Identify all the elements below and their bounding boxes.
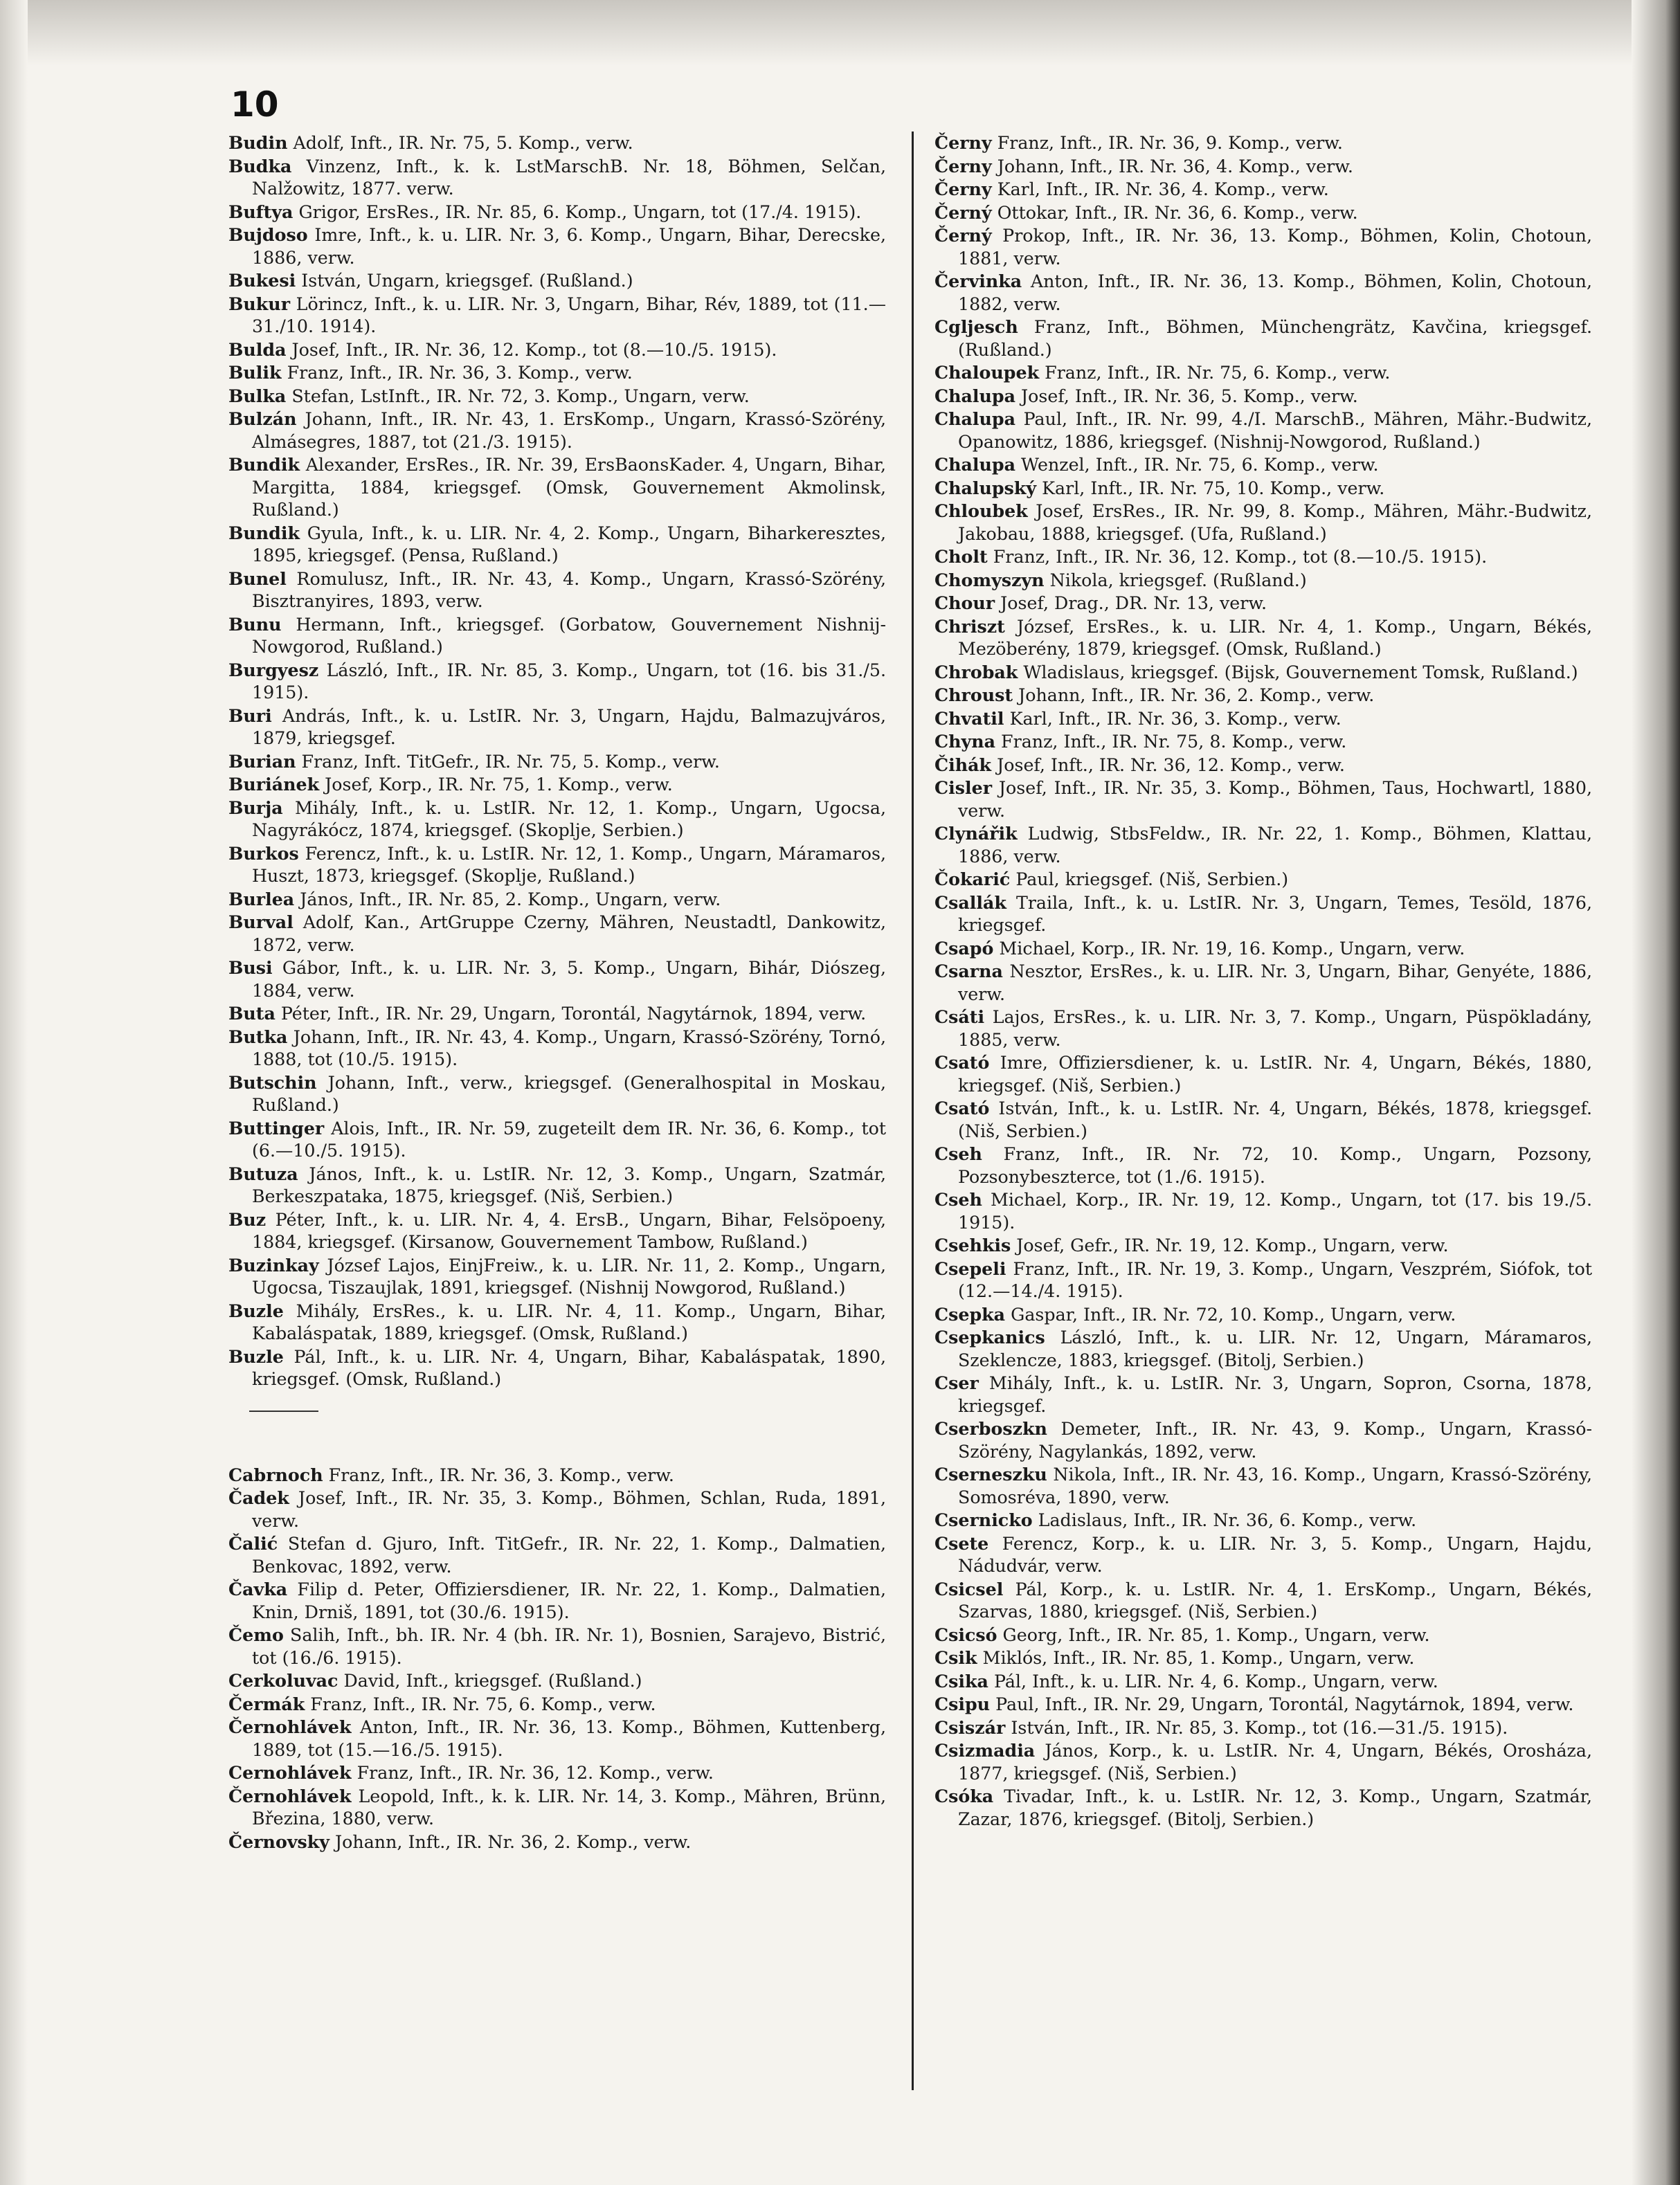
entry-surname: Butuza [228,1163,298,1184]
entry-surname: Bukur [228,293,291,314]
entry-surname: Butka [228,1026,288,1047]
entry-details: Ladislaus, Inft., IR. Nr. 36, 6. Komp., verw. [1032,1510,1417,1530]
entry-surname: Buzinkay [228,1254,319,1276]
list-item [934,592,1592,615]
entry-surname: Csáti [934,1006,985,1027]
list-item [228,613,886,659]
list-item [934,1532,1592,1578]
entry-details: Franz, Inft., IR. Nr. 36, 3. Komp., verw. [281,363,633,383]
entry-details: Alois, Inft., IR. Nr. 59, zugeteilt dem IR. Nr. 36, 6. Komp., tot (6.—10./5. 1915). [252,1118,886,1161]
entry-details: József Lajos, EinjFreiw., k. u. LIR. Nr. 11, 2. Komp., Ungarn, Ugocsa, Tiszaujlak, 1891, kriegsgef. (Nishnij Nowgorod, Rußland.) [252,1255,886,1298]
list-item [934,1785,1592,1831]
entry-details: Karl, Inft., IR. Nr. 36, 3. Komp., verw. [1004,708,1342,729]
entry-surname: Csapó [934,937,994,959]
list-item [934,1417,1592,1463]
entry-surname: Čemo [228,1624,284,1645]
entry-surname: Buta [228,1003,276,1024]
entry-details: Paul, kriegsgef. (Niš, Serbien.) [1010,869,1289,889]
list-item [228,385,886,408]
entry-details: Miklós, Inft., IR. Nr. 85, 1. Komp., Ungarn, verw. [977,1648,1415,1668]
entry-details: Franz, Inft., IR. Nr. 19, 3. Komp., Ungarn, Veszprém, Siófok, tot (12.—14./4. 1915). [958,1258,1592,1301]
entry-details: Lörincz, Inft., k. u. LIR. Nr. 3, Ungarn, Bihar, Rév, 1889, tot (11.—31./10. 1914). [252,293,886,336]
entry-surname: Černohlávek [228,1716,352,1737]
list-item [934,1097,1592,1143]
entry-surname: Cseh [934,1143,982,1164]
entry-details: Josef, ErsRes., IR. Nr. 99, 8. Komp., Mähren, Mähr.-Budwitz, Jakobau, 1888, kriegsgef. (Ufa, Rußland.) [958,501,1592,544]
entry-surname: Červinka [934,271,1022,291]
entry-details: Mihály, ErsRes., k. u. LIR. Nr. 4, 11. Komp., Ungarn, Bihar, Kabaláspatak, 1889, kriegsgef. (Omsk, Rußland.) [252,1300,886,1343]
list-item [228,293,886,338]
list-item [934,1670,1592,1694]
list-item [934,477,1592,500]
entry-surname: Cserneszku [934,1464,1047,1485]
entry-details: Johann, Inft., IR. Nr. 36, 4. Komp., verw. [991,156,1353,176]
entry-details: Georg, Inft., IR. Nr. 85, 1. Komp., Ungarn, verw. [997,1624,1430,1645]
entry-details: Franz, Inft., IR. Nr. 75, 6. Komp., verw. [1039,363,1391,383]
entry-details: Paul, Inft., IR. Nr. 29, Ungarn, Torontál, Nagytárnok, 1894, verw. [990,1694,1574,1714]
entry-details: Josef, Gefr., IR. Nr. 19, 12. Komp., Ungarn, verw. [1011,1235,1449,1255]
list-item [228,1464,886,1487]
entry-details: László, Inft., k. u. LIR. Nr. 12, Ungarn, Máramaros, Szeklencze, 1883, kriegsgef. (Bitolj, Serbien.) [958,1327,1592,1370]
page-number: 10 [231,84,279,125]
entry-details: Franz, Inft., IR. Nr. 36, 12. Komp., tot (8.—10./5. 1915). [987,547,1488,567]
entry-details: Adolf, Inft., IR. Nr. 75, 5. Komp., verw. [287,133,633,153]
entry-details: Nikola, kriegsgef. (Rußland.) [1044,570,1307,590]
list-item [228,1487,886,1532]
list-item [934,707,1592,731]
entry-surname: Chvatil [934,707,1004,729]
entry-details: Franz, Inft., IR. Nr. 36, 9. Komp., verw. [991,133,1343,153]
entry-details: Josef, Korp., IR. Nr. 75, 1. Komp., verw. [319,774,673,795]
entry-surname: Čermák [228,1693,305,1714]
entry-details: István, Ungarn, kriegsgef. (Rußland.) [296,271,633,291]
entry-surname: Bundik [228,454,300,475]
list-item [228,797,886,842]
list-item [228,1716,886,1761]
entry-surname: Bulik [228,362,282,383]
list-item [934,361,1592,385]
entry-surname: Csallák [934,891,1006,913]
entry-surname: Buzle [228,1300,284,1321]
list-item [228,1300,886,1345]
list-item [228,224,886,269]
entry-details: Imre, Inft., k. u. LIR. Nr. 3, 6. Komp., Ungarn, Bihar, Derecske, 1886, verw. [252,225,886,268]
list-item [228,1254,886,1300]
entry-details: Alexander, ErsRes., IR. Nr. 39, ErsBaonsKader. 4, Ungarn, Bihar, Margitta, 1884, kriegsgef. (Omsk, Gouvernement Akmolinsk, Rußland.) [252,455,886,520]
entry-surname: Buftya [228,201,293,222]
list-item [228,1761,886,1785]
entry-surname: Buz [228,1208,267,1230]
list-item [228,1831,886,1854]
entry-surname: Burkos [228,842,299,864]
entry-surname: Chalupský [934,477,1037,498]
list-item [228,1071,886,1117]
entry-surname: Burval [228,912,293,932]
list-item [934,1143,1592,1188]
list-item [228,911,886,956]
entry-surname: Bulzán [228,408,297,429]
entry-surname: Csizmadia [934,1740,1036,1761]
entry-details: Romulusz, Inft., IR. Nr. 43, 4. Komp., Ungarn, Krassó-Szörény, Bisztranyires, 1893, verw. [252,568,886,611]
entry-surname: Burlea [228,888,295,909]
entry-surname: Burja [228,797,283,818]
entry-surname: Chalupa [934,385,1015,406]
column-divider [912,132,914,2090]
entry-details: Salih, Inft., bh. IR. Nr. 4 (bh. IR. Nr. 1), Bosnien, Sarajevo, Bistrić, tot (16./6. 1915). [252,1625,886,1668]
entry-details: Anton, Inft., IR. Nr. 36, 13. Komp., Böhmen, Kuttenberg, 1889, tot (15.—16./5. 1915). [252,1717,886,1760]
entry-details: Karl, Inft., IR. Nr. 36, 4. Komp., verw. [991,179,1329,199]
entry-details: László, Inft., IR. Nr. 85, 3. Komp., Ungarn, tot (16. bis 31./5. 1915). [252,660,886,702]
list-item [228,269,886,293]
entry-surname: Csepeli [934,1258,1006,1279]
entry-surname: Bunu [228,613,282,635]
entry-surname: Csicsó [934,1624,997,1645]
entry-surname: Buzle [228,1345,284,1367]
list-item [228,1532,886,1578]
entry-details: Johann, Inft., IR. Nr. 36, 2. Komp., verw. [1013,685,1375,705]
entry-details: Nikola, Inft., IR. Nr. 43, 16. Komp., Ungarn, Krassó-Szörény, Somosréva, 1890, verw. [958,1465,1592,1507]
entry-details: Franz, Inft., IR. Nr. 75, 8. Komp., verw. [995,732,1347,752]
entry-details: Péter, Inft., IR. Nr. 29, Ungarn, Torontál, Nagytárnok, 1894, verw. [275,1004,867,1024]
list-item [228,132,886,155]
entry-details: Anton, Inft., IR. Nr. 36, 13. Komp., Böhmen, Kolin, Chotoun, 1882, verw. [958,271,1592,314]
list-item [934,201,1592,225]
list-item [228,1208,886,1254]
entry-surname: Butschin [228,1071,317,1093]
entry-details: Demeter, Inft., IR. Nr. 43, 9. Komp., Ungarn, Krassó-Szörény, Nagylankás, 1892, verw. [958,1419,1592,1462]
entry-details: Pál, Inft., k. u. LIR. Nr. 4, 6. Komp., Ungarn, verw. [988,1671,1438,1692]
entry-surname: Budin [228,132,288,153]
list-item [934,684,1592,707]
entry-details: András, Inft., k. u. LstIR. Nr. 3, Ungarn, Hajdu, Balmazujváros, 1879, kriegsgef. [252,705,886,748]
left-entries-b-section [228,132,886,1391]
scan-shadow-top [0,0,1680,66]
list-item [228,842,886,888]
entry-details: István, Inft., k. u. LstIR. Nr. 4, Ungarn, Békés, 1878, kriegsgef. (Niš, Serbien.) [958,1098,1592,1141]
entry-details: Lajos, ErsRes., k. u. LIR. Nr. 3, 7. Komp., Ungarn, Püspökladány, 1885, verw. [958,1007,1592,1050]
entry-details: Wladislaus, kriegsgef. (Bijsk, Gouvernement Tomsk, Rußland.) [1018,662,1578,682]
entry-surname: Čokarić [934,869,1011,889]
entry-surname: Bundik [228,522,300,543]
entry-details: Pál, Korp., k. u. LstIR. Nr. 4, 1. ErsKomp., Ungarn, Békés, Szarvas, 1880, kriegsgef. (Niš, Serbien.) [958,1579,1592,1622]
list-item [934,500,1592,545]
entry-details: Péter, Inft., k. u. LIR. Nr. 4, 4. ErsB., Ungarn, Bihar, Felsöpoeny, 1884, kriegsgef. (Kirsanow, Gouvernement Tambow, Rußland.) [252,1209,886,1252]
entry-details: Franz, Inft. TitGefr., IR. Nr. 75, 5. Komp., verw. [296,751,720,772]
list-item [934,1716,1592,1740]
entry-surname: Csika [934,1670,988,1692]
list-item [228,1578,886,1624]
list-item [934,1624,1592,1647]
entry-details: Josef, Inft., IR. Nr. 35, 3. Komp., Böhmen, Schlan, Ruda, 1891, verw. [252,1488,886,1531]
list-item [934,545,1592,569]
list-item [228,201,886,224]
entry-surname: Csepka [934,1303,1006,1325]
entry-surname: Csehkis [934,1235,1011,1255]
entry-details: Hermann, Inft., kriegsgef. (Gorbatow, Gouvernement Nishnij-Nowgorod, Rußland.) [252,614,886,657]
entry-surname: Chalupa [934,454,1015,475]
list-item [228,361,886,385]
list-item [934,615,1592,661]
entry-surname: Cser [934,1372,979,1393]
list-item [934,868,1592,891]
entry-surname: Cerkoluvac [228,1670,338,1691]
entry-surname: Buttinger [228,1117,325,1139]
entry-details: Tivadar, Inft., k. u. LstIR. Nr. 12, 3. Komp., Ungarn, Szatmár, Zazar, 1876, kriegsgef. (Bitolj, Serbien.) [958,1786,1592,1829]
entry-details: Josef, Drag., DR. Nr. 13, verw. [995,593,1267,613]
entry-surname: Csicsel [934,1578,1004,1599]
entry-details: Franz, Inft., IR. Nr. 36, 3. Komp., verw. [323,1465,674,1485]
list-item [934,316,1592,361]
list-item [228,1345,886,1391]
entry-details: Gábor, Inft., k. u. LIR. Nr. 3, 5. Komp., Ungarn, Bihár, Diószeg, 1884, verw. [252,958,886,1001]
entry-details: Josef, Inft., IR. Nr. 36, 12. Komp., verw. [991,754,1345,775]
entry-surname: Chaloupek [934,362,1040,383]
entry-details: Franz, Inft., IR. Nr. 72, 10. Komp., Ungarn, Pozsony, Pozsonybeszterce, tot (1./6. 1915). [958,1144,1592,1187]
list-item [228,1002,886,1026]
right-column [934,132,1592,1831]
entry-surname: Chrobak [934,661,1018,682]
list-item [228,773,886,797]
list-item [934,569,1592,592]
list-item [934,777,1592,822]
list-item [934,1647,1592,1670]
entry-details: Vinzenz, Inft., k. k. LstMarschB. Nr. 18, Böhmen, Selčan, Nalžowitz, 1877. verw. [252,156,886,199]
entry-details: Gaspar, Inft., IR. Nr. 72, 10. Komp., Ungarn, verw. [1005,1304,1456,1325]
entry-surname: Clynářik [934,823,1018,844]
entry-surname: Burgyesz [228,659,319,680]
entry-details: Prokop, Inft., IR. Nr. 36, 13. Komp., Böhmen, Kolin, Chotoun, 1881, verw. [958,226,1592,269]
entry-details: Ludwig, StbsFeldw., IR. Nr. 22, 1. Komp., Böhmen, Klattau, 1886, verw. [958,824,1592,867]
list-item [934,754,1592,777]
entry-surname: Cernohlávek [228,1762,352,1783]
entry-surname: Csiszár [934,1716,1006,1738]
entry-details: Franz, Inft., IR. Nr. 75, 6. Komp., verw. [305,1694,656,1714]
list-item [934,224,1592,270]
entry-surname: Bukesi [228,270,296,291]
entry-surname: Černy [934,132,992,153]
list-item [934,1463,1592,1509]
list-item [228,705,886,750]
entry-details: Gyula, Inft., k. u. LIR. Nr. 4, 2. Komp., Ungarn, Biharkeresztes, 1895, kriegsgef. (Pensa, Rußland.) [252,523,886,565]
entry-surname: Chloubek [934,500,1028,521]
entry-surname: Csató [934,1098,990,1118]
entry-surname: Chomyszyn [934,569,1045,590]
list-item [934,1051,1592,1097]
list-item [934,730,1592,754]
entry-surname: Cgljesch [934,316,1018,337]
entry-details: Leopold, Inft., k. k. LIR. Nr. 14, 3. Komp., Mähren, Brünn, Březina, 1880, verw. [252,1786,886,1829]
entry-details: Franz, Inft., Böhmen, Münchengrätz, Kavčina, kriegsgef. (Rußland.) [958,317,1592,360]
left-entries-c-section [228,1464,886,1854]
entry-details: János, Inft., IR. Nr. 85, 2. Komp., Ungarn, verw. [294,889,721,909]
list-item [934,960,1592,1006]
entry-details: István, Inft., IR. Nr. 85, 3. Komp., tot (16.—31./5. 1915). [1005,1717,1508,1738]
list-item [228,1669,886,1693]
entry-surname: Černovsky [228,1831,329,1852]
entry-surname: Cabrnoch [228,1464,323,1485]
list-item [934,385,1592,408]
entry-details: Ferencz, Inft., k. u. LstIR. Nr. 12, 1. Komp., Ungarn, Máramaros, Huszt, 1873, kriegsgef. (Skoplje, Rußland.) [252,843,886,886]
entry-surname: Čihák [934,754,992,775]
list-item [228,888,886,912]
entry-surname: Čalić [228,1533,278,1554]
section-separator [249,1411,318,1412]
right-entries-section [934,132,1592,1831]
entry-details: Johann, Inft., IR. Nr. 43, 4. Komp., Ungarn, Krassó-Szörény, Tornó, 1888, tot (10./5. 1915). [252,1026,886,1069]
list-item [934,822,1592,868]
list-item [228,522,886,568]
entry-surname: Chalupa [934,408,1015,429]
entry-surname: Černohlávek [228,1785,352,1806]
list-item [228,659,886,705]
entry-details: Karl, Inft., IR. Nr. 75, 10. Komp., verw. [1036,478,1385,498]
list-item [934,1188,1592,1234]
entry-details: Paul, Inft., IR. Nr. 99, 4./I. MarschB., Mähren, Mähr.-Budwitz, Opanowitz, 1886, kriegsgef. (Nishnij-Nowgorod, Rußland.) [958,409,1592,452]
entry-surname: Cisler [934,777,993,798]
entry-details: József, ErsRes., k. u. LIR. Nr. 4, 1. Komp., Ungarn, Békés, Mezöberény, 1879, kriegsgef. (Omsk, Rußland.) [958,616,1592,659]
entry-details: Johann, Inft., IR. Nr. 36, 2. Komp., verw. [329,1831,692,1852]
list-item [934,937,1592,961]
list-item [228,453,886,522]
list-item [934,408,1592,453]
entry-details: Ottokar, Inft., IR. Nr. 36, 6. Komp., verw. [991,202,1358,223]
entry-surname: Buri [228,705,272,726]
entry-surname: Chour [934,592,995,613]
list-item [228,338,886,362]
entry-details: Michael, Korp., IR. Nr. 19, 12. Komp., Ungarn, tot (17. bis 19./5. 1915). [958,1190,1592,1233]
list-item [934,1303,1592,1327]
entry-details: Adolf, Kan., ArtGruppe Czerny, Mähren, Neustadtl, Dankowitz, 1872, verw. [252,912,886,955]
list-item [934,1234,1592,1258]
list-item [228,1026,886,1071]
entry-surname: Chroust [934,684,1013,705]
entry-details: Ferencz, Korp., k. u. LIR. Nr. 3, 5. Komp., Ungarn, Hajdu, Nádudvár, verw. [958,1533,1592,1576]
entry-surname: Csarna [934,961,1003,981]
entry-surname: Buriánek [228,774,320,795]
list-item [934,1578,1592,1624]
entry-surname: Bujdoso [228,224,308,245]
entry-surname: Černý [934,201,992,223]
list-item [228,750,886,774]
entry-details: Grigor, ErsRes., IR. Nr. 85, 6. Komp., Ungarn, tot (17./4. 1915). [293,201,862,222]
entry-details: János, Inft., k. u. LstIR. Nr. 12, 3. Komp., Ungarn, Szatmár, Berkeszpataka, 1875, kriegsgef. (Niš, Serbien.) [252,1163,886,1206]
entry-details: Nesztor, ErsRes., k. u. LIR. Nr. 3, Ungarn, Bihar, Genyéte, 1886, verw. [958,961,1592,1004]
entry-details: Wenzel, Inft., IR. Nr. 75, 6. Komp., verw. [1015,455,1379,475]
list-item [934,155,1592,179]
entry-details: Stefan, LstInft., IR. Nr. 72, 3. Komp., Ungarn, verw. [286,386,750,406]
entry-surname: Busi [228,957,273,978]
entry-surname: Čavka [228,1579,288,1599]
entry-surname: Chriszt [934,615,1005,637]
entry-surname: Bulka [228,385,287,406]
entry-surname: Burian [228,750,296,772]
list-item [228,1624,886,1669]
list-item [934,1006,1592,1051]
entry-surname: Černy [934,179,992,199]
entry-details: Michael, Korp., IR. Nr. 19, 16. Komp., Ungarn, verw. [993,938,1465,959]
list-item [934,1326,1592,1372]
list-item [934,1509,1592,1532]
entry-details: Josef, Inft., IR. Nr. 36, 12. Komp., tot (8.—10./5. 1915). [286,339,777,360]
scan-shadow-left [0,0,28,2185]
list-item [934,1693,1592,1716]
entry-surname: Csóka [934,1786,994,1806]
entry-surname: Csik [934,1647,977,1668]
entry-surname: Csató [934,1052,990,1073]
scan-shadow-right [1632,0,1680,2185]
entry-surname: Csernicko [934,1509,1033,1530]
entry-surname: Cseh [934,1189,982,1210]
list-item [228,1785,886,1831]
entry-details: Imre, Offiziersdiener, k. u. LstIR. Nr. 4, Ungarn, Békés, 1880, kriegsgef. (Niš, Serbien.) [958,1053,1592,1096]
entry-surname: Bulda [228,338,287,360]
entry-details: Mihály, Inft., k. u. LstIR. Nr. 3, Ungarn, Sopron, Csorna, 1878, kriegsgef. [958,1373,1592,1416]
entry-details: Johann, Inft., verw., kriegsgef. (Generalhospital in Moskau, Rußland.) [252,1072,886,1115]
list-item [228,155,886,201]
entry-surname: Bunel [228,568,287,589]
entry-surname: Csepkanics [934,1327,1045,1348]
entry-surname: Cholt [934,546,988,567]
entry-details: Franz, Inft., IR. Nr. 36, 12. Komp., verw. [351,1763,714,1783]
list-item [228,956,886,1002]
entry-surname: Csipu [934,1694,991,1714]
entry-details: János, Korp., k. u. LstIR. Nr. 4, Ungarn, Békés, Orosháza, 1877, kriegsgef. (Niš, Serbien.) [958,1741,1592,1784]
entry-surname: Csete [934,1532,989,1554]
list-item [934,453,1592,477]
list-item [934,1372,1592,1417]
list-item [228,1117,886,1163]
list-item [934,178,1592,201]
entry-details: David, Inft., kriegsgef. (Rußland.) [338,1671,642,1691]
list-item [228,408,886,453]
list-item [228,568,886,613]
entry-surname: Chyna [934,731,996,752]
list-item [934,891,1592,937]
entry-surname: Černy [934,155,992,176]
entry-details: Filip d. Peter, Offiziersdiener, IR. Nr. 22, 1. Komp., Dalmatien, Knin, Drniš, 1891, tot (30./6. 1915). [252,1579,886,1622]
list-item [934,1739,1592,1785]
entry-surname: Cserboszkn [934,1418,1047,1439]
left-column [228,132,886,1853]
entry-details: Mihály, Inft., k. u. LstIR. Nr. 12, 1. Komp., Ungarn, Ugocsa, Nagyrákócz, 1874, kriegsgef. (Skoplje, Serbien.) [252,797,886,840]
entry-details: Traila, Inft., k. u. LstIR. Nr. 3, Ungarn, Temes, Tesöld, 1876, kriegsgef. [958,892,1592,935]
entry-details: Stefan d. Gjuro, Inft. TitGefr., IR. Nr. 22, 1. Komp., Dalmatien, Benkovac, 1892, verw. [252,1534,886,1577]
list-item [934,661,1592,684]
list-item [228,1693,886,1716]
entry-details: Josef, Inft., IR. Nr. 36, 5. Komp., verw. [1015,386,1358,406]
entry-details: Josef, Inft., IR. Nr. 35, 3. Komp., Böhmen, Taus, Hochwartl, 1880, verw. [958,778,1592,821]
entry-surname: Čadek [228,1487,289,1508]
list-item [934,1258,1592,1303]
entry-surname: Černý [934,225,992,246]
list-item [934,270,1592,316]
list-item [934,132,1592,155]
list-item [228,1163,886,1208]
entry-details: Pál, Inft., k. u. LIR. Nr. 4, Ungarn, Bihar, Kabaláspatak, 1890, kriegsgef. (Omsk, Rußland.) [252,1346,886,1389]
entry-details: Johann, Inft., IR. Nr. 43, 1. ErsKomp., Ungarn, Krassó-Szörény, Almásegres, 1887, tot (21./3. 1915). [252,409,886,452]
entry-surname: Budka [228,155,292,176]
